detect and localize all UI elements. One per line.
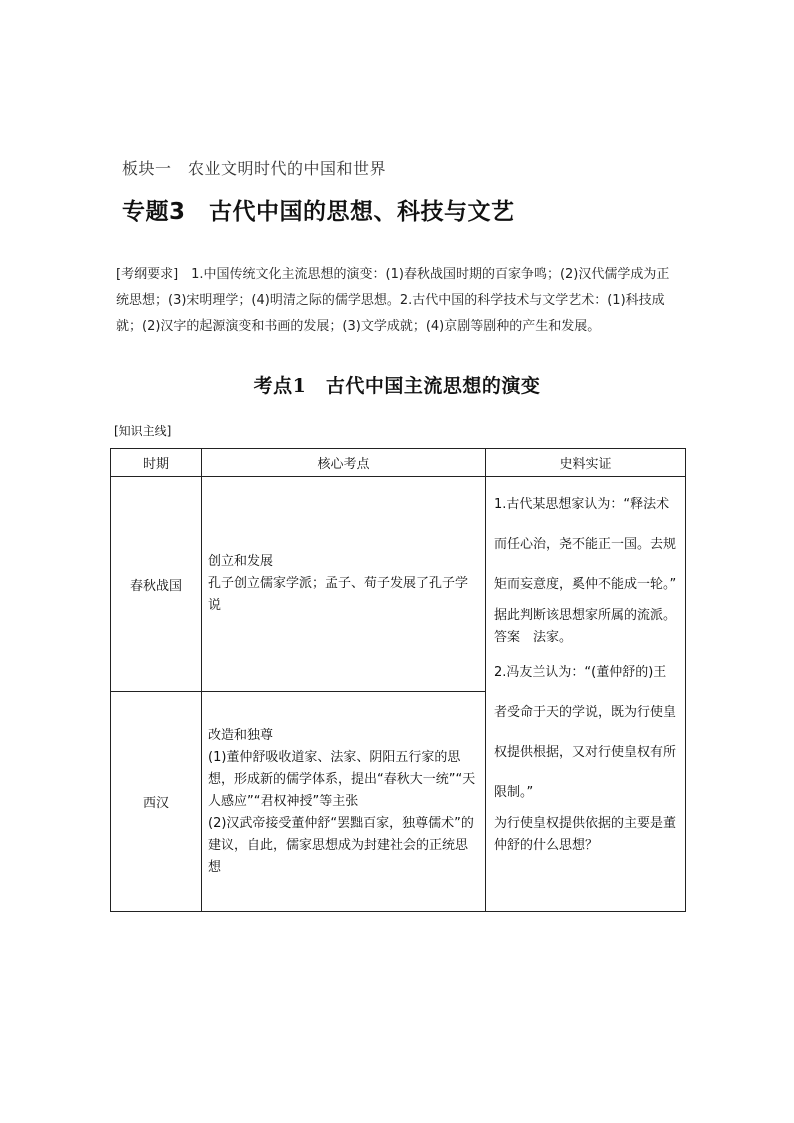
source-answer-1: 答案 法家。 xyxy=(494,630,573,645)
core-text-2: (2)汉武帝接受董仲舒“罢黜百家，独尊儒术”的建议，自此，儒家思想成为封建社会的正统思想 xyxy=(208,815,474,875)
core-title: 创立和发展 xyxy=(208,554,274,569)
core-text-1: (1)董仲舒吸收道家、法家、阴阳五行家的思想，形成新的儒学体系，提出“春秋大一统”“天人感应”“君权神授”等主张 xyxy=(208,749,476,809)
core-title: 改造和独尊 xyxy=(208,727,274,743)
page-title: 专题3 古代中国的思想、科技与文艺 xyxy=(122,199,515,225)
core-cell xyxy=(202,692,486,912)
period-cell: 西汉 xyxy=(111,692,202,912)
table-header-row xyxy=(111,449,686,477)
header-period: 时期 xyxy=(111,449,202,477)
source-quote-2: 2.冯友兰认为：“(董仲舒的)王者受命于天的学说，既为行使皇权提供根据，又对行使皇权有所限制。” xyxy=(494,665,677,800)
source-quote-1: 1.古代某思想家认为：“释法术而任心治，尧不能正一国。去规矩而妄意度，奚仲不能成一轮。” xyxy=(494,497,677,592)
knowledge-line-label: [知识主线] xyxy=(114,424,172,438)
core-text: 孔子创立儒家学派；孟子、荀子发展了孔子学说 xyxy=(208,576,469,613)
source-question-2: 为行使皇权提供依据的主要是董仲舒的什么思想？ xyxy=(494,816,677,853)
table-row xyxy=(111,477,686,692)
source-question-1: 据此判断该思想家所属的流派。 xyxy=(494,608,677,623)
header-core: 核心考点 xyxy=(202,449,486,477)
knowledge-table xyxy=(110,448,686,912)
core-cell xyxy=(202,477,486,692)
period-cell: 春秋战国 xyxy=(111,477,202,692)
kaodian-heading: 考点1 古代中国主流思想的演变 xyxy=(253,375,541,397)
header-source: 史料实证 xyxy=(486,449,686,477)
syllabus-requirements: [考纲要求] 1.中国传统文化主流思想的演变：(1)春秋战国时期的百家争鸣；(2)汉代儒学成为正统思想；(3)宋明理学；(4)明清之际的儒学思想。2.古代中国的科学技术与文学艺术：(1)科技成就；(2)汉字的起源演变和书画的发展；(3)文学成就；(4)京剧等剧种的产生和发展。 xyxy=(116,267,670,334)
source-cell xyxy=(486,477,686,912)
section-heading: 板块一 农业文明时代的中国和世界 xyxy=(122,159,387,178)
